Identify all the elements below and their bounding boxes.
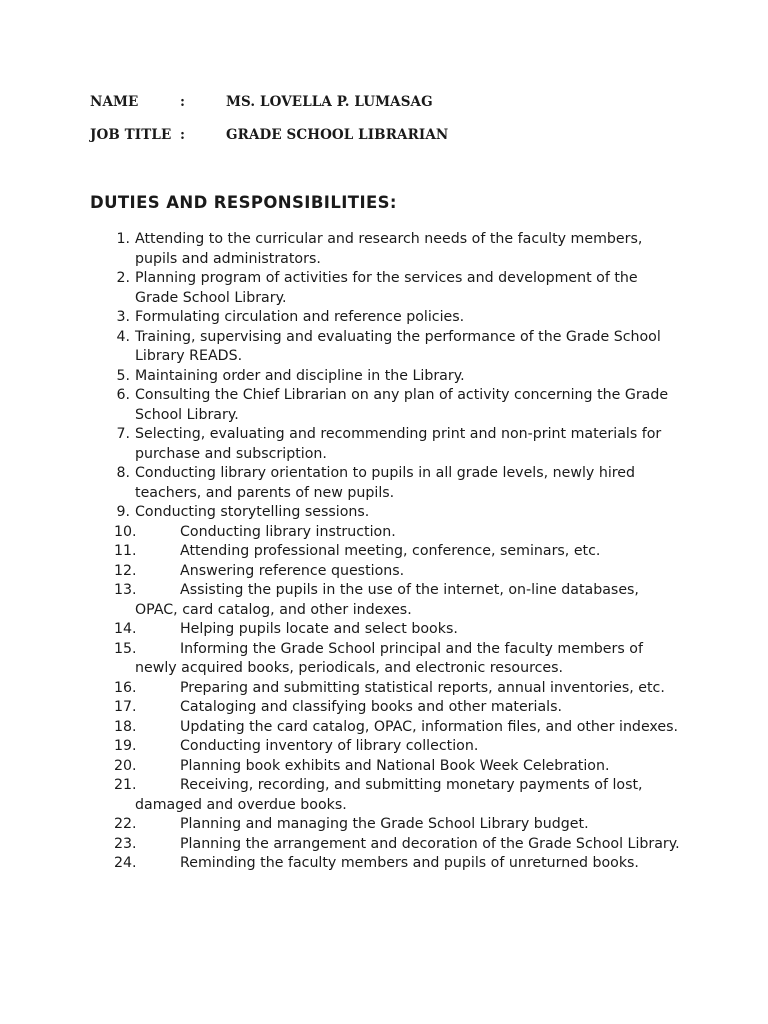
duty-number: 2. — [116, 270, 130, 286]
duty-number: 18. — [114, 718, 137, 735]
duty-item — [0, 835, 680, 855]
duty-item — [0, 562, 680, 582]
duty-text: Formulating circulation and reference policies. — [135, 309, 465, 325]
duty-text: Answering reference questions. — [180, 562, 405, 579]
duty-item — [0, 523, 680, 543]
duty-number: 17. — [114, 699, 137, 715]
duty-item — [0, 640, 680, 679]
duty-item — [0, 367, 680, 387]
duty-item — [0, 308, 680, 328]
duty-item — [0, 718, 680, 738]
duty-text: Consulting the Chief Librarian on any plan of activity concerning the Grade School Library. — [135, 387, 669, 423]
duty-number: 8. — [116, 465, 130, 481]
duty-number: 11. — [114, 543, 137, 559]
duty-text: Receiving, recording, and submitting monetary payments of lost, damaged and overdue books. — [135, 777, 643, 813]
duty-number: 9. — [116, 504, 130, 520]
job-title-label: JOB TITLE — [90, 127, 172, 143]
duty-number: 23. — [114, 835, 137, 852]
duty-text: Preparing and submitting statistical reports, annual inventories, etc. — [180, 679, 665, 696]
duty-text: Informing the Grade School principal and the faculty members of newly acquired books, periodicals, and electronic resources. — [135, 640, 643, 676]
duty-text: Assisting the pupils in the use of the internet, on-line databases, OPAC, card catalog, and other indexes. — [135, 582, 639, 618]
duty-text: Updating the card catalog, OPAC, information files, and other indexes. — [180, 718, 679, 735]
duty-item — [0, 737, 680, 757]
duty-text: Planning book exhibits and National Book Week Celebration. — [180, 757, 610, 774]
duty-text: Attending professional meeting, conference, seminars, etc. — [180, 543, 601, 559]
duty-item — [0, 854, 680, 874]
duty-text: Maintaining order and discipline in the Library. — [135, 367, 465, 384]
duty-number: 7. — [116, 426, 130, 442]
duty-number: 4. — [116, 328, 130, 345]
duty-text: Training, supervising and evaluating the performance of the Grade School Library READS. — [135, 328, 661, 364]
duty-number: 22. — [114, 816, 137, 832]
duty-text: Conducting storytelling sessions. — [135, 504, 370, 520]
duty-number: 14. — [114, 621, 137, 637]
duty-number: 1. — [116, 231, 130, 247]
duty-text: Conducting library orientation to pupils in all grade levels, newly hired teachers, and parents of new pupils. — [135, 465, 636, 501]
duty-number: 16. — [114, 679, 137, 696]
job-title-colon: : — [180, 127, 186, 143]
duty-item — [0, 386, 680, 425]
duty-text: Planning and managing the Grade School Library budget. — [180, 816, 589, 832]
duty-text: Helping pupils locate and select books. — [180, 621, 458, 637]
duty-item — [0, 328, 680, 367]
duty-item — [0, 230, 680, 269]
duty-item — [0, 698, 680, 718]
duties-list — [0, 230, 768, 874]
duty-item — [0, 269, 680, 308]
name-colon: : — [180, 94, 186, 110]
duty-number: 21. — [114, 777, 137, 793]
duty-text: Selecting, evaluating and recommending print and non-print materials for purchase and subscription. — [135, 426, 662, 462]
name-label: NAME — [90, 94, 139, 110]
duty-number: 19. — [114, 738, 137, 754]
duty-number: 15. — [114, 640, 137, 657]
duty-item — [0, 776, 680, 815]
duty-item — [0, 679, 680, 699]
duty-item — [0, 581, 680, 620]
duty-text: Attending to the curricular and research needs of the faculty members, pupils and administrators. — [135, 231, 643, 267]
duty-number: 13. — [114, 582, 137, 598]
duty-item — [0, 503, 680, 523]
duty-number: 6. — [116, 387, 130, 403]
duty-number: 10. — [114, 523, 137, 540]
duty-number: 24. — [114, 855, 137, 871]
section-title: DUTIES AND RESPONSIBILITIES: — [90, 193, 397, 212]
duty-text: Conducting library instruction. — [180, 523, 396, 540]
duty-number: 12. — [114, 562, 137, 579]
duty-text: Reminding the faculty members and pupils of unreturned books. — [180, 855, 639, 871]
duty-item — [0, 815, 680, 835]
job-title-value: GRADE SCHOOL LIBRARIAN — [226, 127, 449, 143]
duty-item — [0, 620, 680, 640]
duty-item — [0, 757, 680, 777]
name-value: MS. LOVELLA P. LUMASAG — [226, 94, 433, 110]
duty-text: Cataloging and classifying books and other materials. — [180, 699, 562, 715]
duty-number: 5. — [116, 367, 130, 384]
duty-number: 20. — [114, 757, 137, 774]
duty-item — [0, 464, 680, 503]
duty-item — [0, 542, 680, 562]
duty-text: Conducting inventory of library collection. — [180, 738, 479, 754]
duty-item — [0, 425, 680, 464]
duty-text: Planning program of activities for the services and development of the Grade School Library. — [135, 270, 638, 306]
duty-number: 3. — [116, 309, 130, 325]
duty-text: Planning the arrangement and decoration of the Grade School Library. — [180, 835, 680, 852]
